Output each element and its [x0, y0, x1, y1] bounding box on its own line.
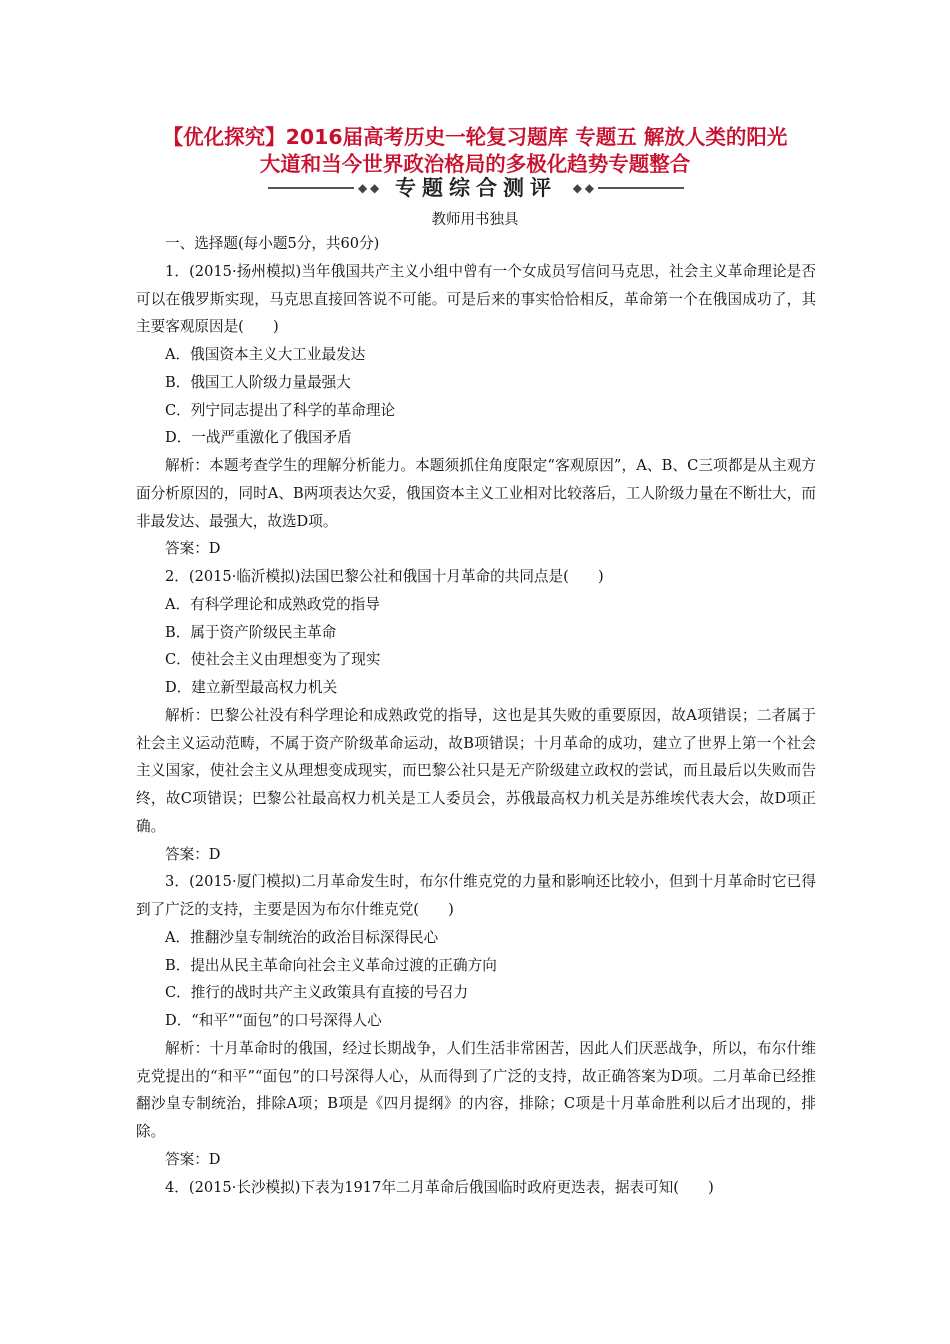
section-banner [268, 172, 684, 204]
question-option: B．属于资产阶级民主革命 [165, 623, 337, 641]
question-option: D．建立新型最高权力机关 [165, 679, 338, 696]
question-stem: 3．(2015·厦门模拟)二月革命发生时，布尔什维克党的力量和影响还比较小，但到十月革命时它已得到了广泛的支持，主要是因为布尔什维克党( ) [136, 873, 816, 918]
title-line-1: 【优化探究】2016届高考历史一轮复习题库 专题五 解放人类的阳光 [162, 125, 788, 149]
question-option: B．俄国工人阶级力量最强大 [165, 373, 351, 391]
document-title [120, 124, 830, 178]
document-body [136, 230, 816, 1201]
question-stem: 1．(2015·扬州模拟)当年俄国共产主义小组中曾有一个女成员写信问马克思，社会主义革命理论是否可以在俄罗斯实现，马克思直接回答说不可能。可是后来的事实恰恰相反，革命第一个在俄国成功了，其主要客观原因是( ) [136, 262, 816, 336]
question-option: C．列宁同志提出了科学的革命理论 [165, 401, 396, 419]
diamond-icon: ◆ [358, 181, 368, 195]
question-analysis: 解析：十月革命时的俄国，经过长期战争，人们生活非常困苦，因此人们厌恶战争，所以，布尔什维克党提出的“和平”“面包”的口号深得人心，从而得到了广泛的支持，故正确答案为D项。二月革命已经推翻沙皇专制统治，排除A项；B项是《四月提纲》的内容，排除；C项是十月革命胜利以后才出现的，排除。 [136, 1039, 816, 1140]
banner-left-rule [268, 187, 354, 189]
question-option: A．俄国资本主义大工业最发达 [165, 346, 366, 363]
question-option: C．使社会主义由理想变为了现实 [165, 651, 381, 669]
question-answer: 答案：D [165, 845, 221, 863]
question-answer: 答案：D [165, 1150, 221, 1168]
question-option: A．有科学理论和成熟政党的指导 [165, 595, 380, 613]
diamond-icon: ◆ [584, 181, 594, 195]
teacher-edition-note: 教师用书独具 [431, 212, 519, 228]
section-heading: 一、选择题(每小题5分，共60分) [165, 235, 380, 252]
banner-text: 专题综合测评 [395, 176, 557, 200]
question-stem: 2．(2015·临沂模拟)法国巴黎公社和俄国十月革命的共同点是( ) [165, 568, 604, 585]
question-option: C．推行的战时共产主义政策具有直接的号召力 [165, 984, 469, 1002]
question-option: D．“和平”“面包”的口号深得人心 [165, 1012, 382, 1029]
diamond-icon: ◆ [370, 181, 380, 195]
banner-right-rule [598, 187, 684, 189]
diamond-icon: ◆ [572, 181, 582, 195]
question-stem: 4．(2015·长沙模拟)下表为1917年二月革命后俄国临时政府更迭表，据表可知( ) [165, 1178, 714, 1196]
question-option: A．推翻沙皇专制统治的政治目标深得民心 [165, 928, 439, 946]
title-line-2: 大道和当今世界政治格局的多极化趋势专题整合 [259, 152, 691, 176]
question-analysis: 解析：本题考查学生的理解分析能力。本题须抓住角度限定“客观原因”，A、B、C三项都是从主观方面分析原因的，同时A、B两项表达欠妥，俄国资本主义工业相对比较落后，工人阶级力量在不断壮大，而非最发达、最强大，故选D项。 [136, 457, 816, 530]
question-option: B．提出从民主革命向社会主义革命过渡的正确方向 [165, 956, 497, 974]
question-answer: 答案：D [165, 540, 221, 558]
question-option: D．一战严重激化了俄国矛盾 [165, 429, 352, 447]
question-analysis: 解析：巴黎公社没有科学理论和成熟政党的指导，这也是其失败的重要原因，故A项错误；二者属于社会主义运动范畴，不属于资产阶级革命运动，故B项错误；十月革命的成功，建立了世界上第一个社会主义国家，使社会主义从理想变成现实，而巴黎公社只是无产阶级建立政权的尝试，而且最后以失败而告终，故C项错误；巴黎公社最高权力机关是工人委员会，苏俄最高权力机关是苏维埃代表大会，故D项正确。 [136, 706, 816, 835]
